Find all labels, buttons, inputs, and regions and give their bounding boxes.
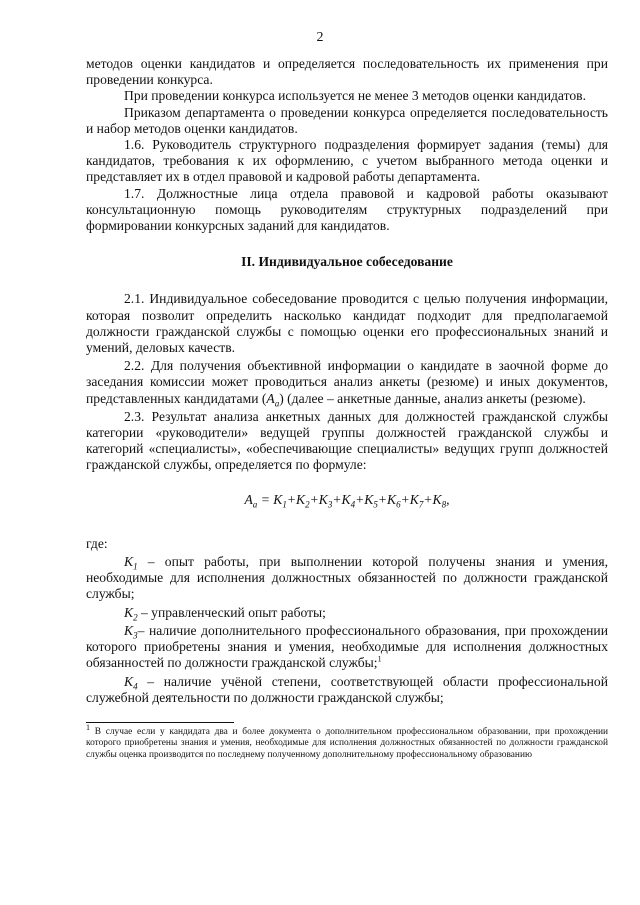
coefficient-item: $K_3-$ наличие дополнительного профессионального образования, при прохождении которого приобретены знания и умения, необходимые для исполнения должностных обязанностей по должности гражданской службы;$^1$ bbox=[86, 622, 608, 671]
paragraph-1-7: 1.7. Должностные лица отдела правовой и кадровой работы оказывают консультационную помощь руководителям структурных подразделений при формировании конкурсных заданий для кандидатов. bbox=[86, 185, 608, 234]
paragraph-2-1: 2.1. Индивидуальное собеседование проводится с целью получения информации, которая позволит определить насколько кандидат подходит для предполагаемой должности гражданской службы с помощью оценки его профессиональных знаний и умений, деловых качеств. bbox=[86, 291, 608, 356]
paragraph-2-3: 2.3. Результат анализа анкетных данных для должностей гражданской службы категории «руководители» ведущей группы должностей гражданской службы и категорий «специалисты», «обеспечивающие специалисты» ведущих групп должностей гражданской службы, определяется по формуле: bbox=[86, 408, 608, 473]
coefficient-list bbox=[86, 554, 608, 706]
formula bbox=[86, 492, 608, 508]
coefficient-item: $K_2$ – управленческий опыт работы; bbox=[124, 604, 326, 623]
footnote-separator bbox=[86, 722, 234, 723]
coefficient-item: $K_4$ – наличие учёной степени, соответствующей области профессиональной служебной деятельности по должности гражданской службы; bbox=[86, 673, 608, 705]
paragraph-order: Приказом департамента о проведении конкурса определяется последовательность и набор методов оценки кандидатов. bbox=[86, 104, 608, 136]
paragraph-continuation: методов оценки кандидатов и определяется последовательность их применения при проведении конкурса. bbox=[86, 56, 608, 88]
paragraph-1-6: 1.6. Руководитель структурного подразделения формирует задания (темы) для кандидатов, требования к их оформлению, с учетом выбранного метода оценки и представляет их в отдел правовой и кадровой работы департамента. bbox=[86, 137, 608, 185]
paragraph-methods-count: При проведении конкурса используется не менее 3 методов оценки кандидатов. bbox=[124, 88, 586, 104]
paragraph-2-2: 2.2. Для получения объективной информации о кандидате в заочной форме до заседания комиссии может проводиться анализ анкеты (резюме) и иных документов, представленных кандидатами $(A_а)$ (далее – анкетные данные, анализ анкеты (резюме). bbox=[86, 358, 608, 409]
coefficient-item: $K_1$ – опыт работы, при выполнении которой получены знания и умения, необходимые для исполнения должностных обязанностей по должности гражданской службы; bbox=[86, 554, 608, 602]
footnote: $^1$ В случае если у кандидата два и более документа о дополнительном профессиональном образовании, при прохождении которого приобретены знания и умения, необходимые для исполнения должностных обязанностей по должности гражданской службы оценка производится по последнему полученному дополнительному профессиональному образованию bbox=[86, 722, 608, 760]
page-number: 2 bbox=[316, 30, 324, 45]
section-heading: II. Индивидуальное собеседование bbox=[241, 254, 453, 270]
where-label: где: bbox=[86, 535, 108, 551]
document-body bbox=[86, 56, 608, 761]
formula-text: $A_а = K_1+K_2+K_3+K_4+K_5+K_6+K_7+K_8$, bbox=[244, 491, 450, 510]
